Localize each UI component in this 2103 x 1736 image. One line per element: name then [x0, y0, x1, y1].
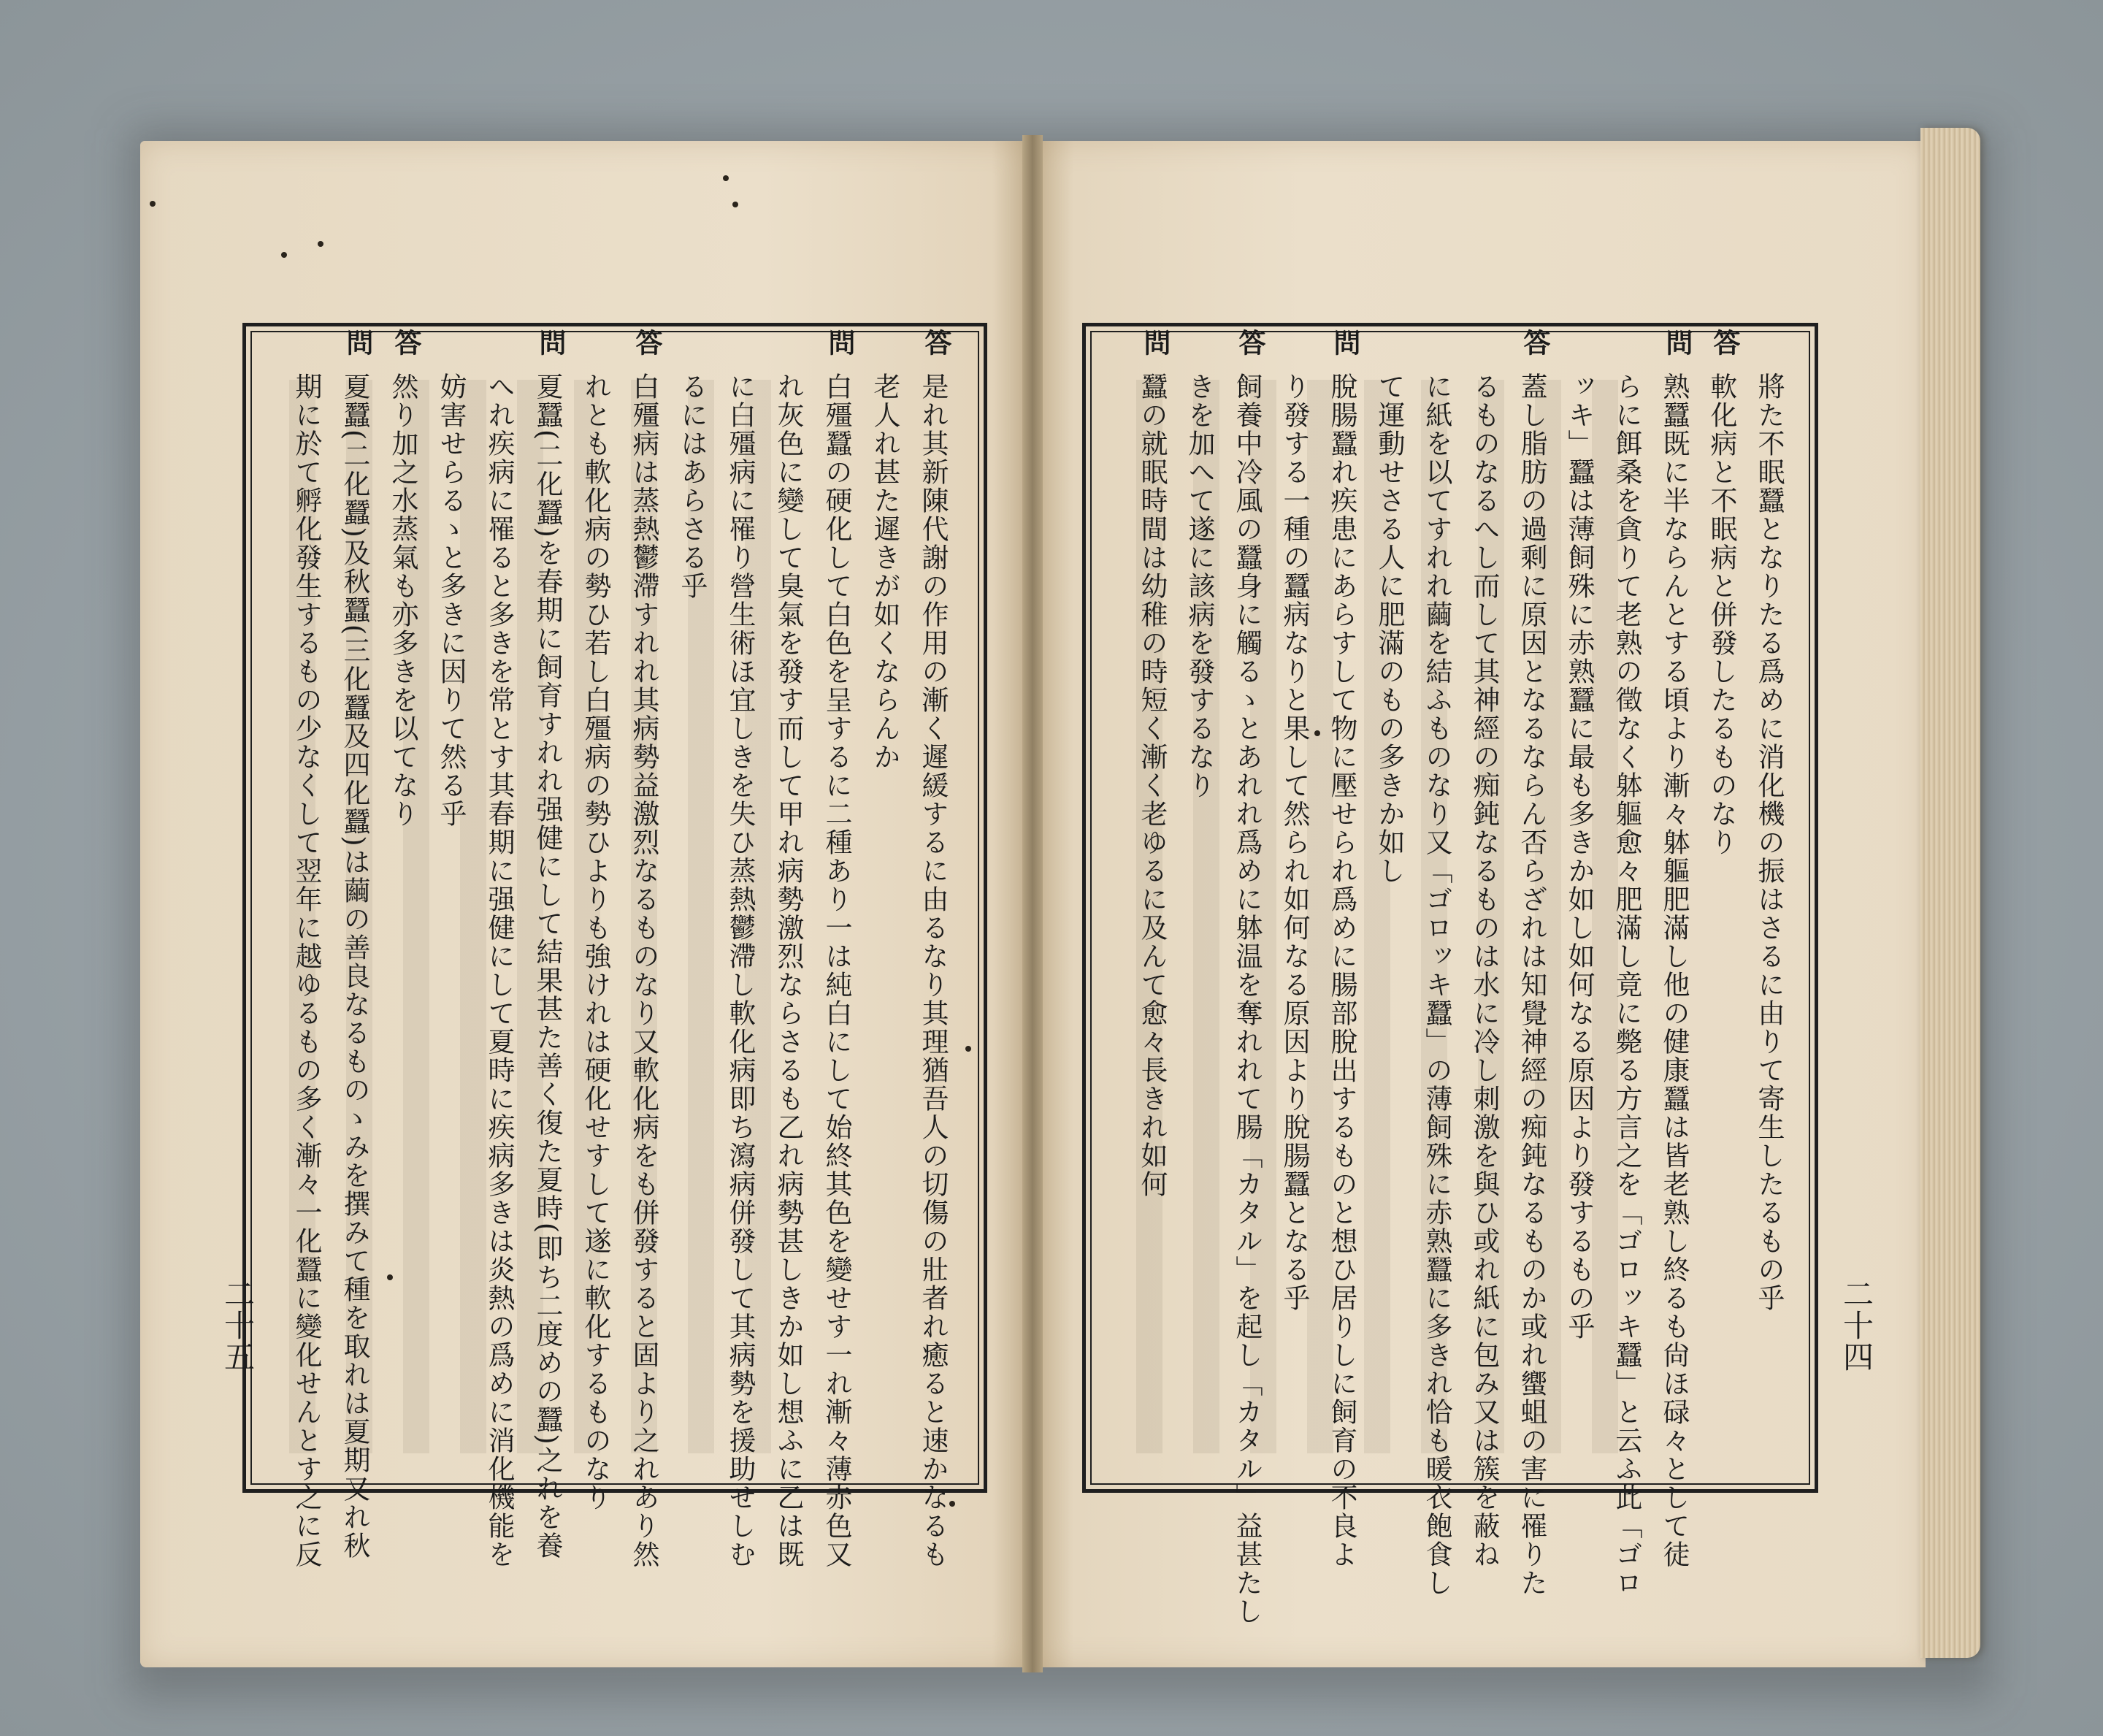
paper-speck	[949, 1501, 955, 1507]
paper-speck	[318, 241, 323, 247]
question-mark-label: 問	[535, 329, 567, 356]
text-column: に紙を以てすれれ繭を結ふものなり又「ゴロッキ蠶」の薄飼殊に赤熟蠶に多きれ恰も暖衣飽食し	[1421, 372, 1452, 1597]
text-column: るものなるへし而して其神經の痴鈍なるものは水に冷し刺激を與ひ或れ紙に包み又は簇を蔽ね	[1468, 372, 1500, 1569]
paper-speck	[281, 252, 287, 258]
text-column: れ灰色に變して臭氣を發す而して甲れ病勢激烈ならさるも乙れ病勢甚しきか如し想ふに乙は既	[773, 372, 804, 1569]
paper-speck	[965, 1046, 971, 1052]
paper-speck	[1314, 730, 1320, 736]
text-column: らに餌桑を貪りて老熟の徵なく躰軀愈々肥滿し竟に斃る方言之を「ゴロッキ蠶」と云ふ此「ゴロ	[1611, 372, 1642, 1597]
text-column: 然り加之水蒸氣も亦多きを以てなり	[387, 372, 418, 828]
answer-mark-label: 答	[1519, 329, 1551, 356]
text-column: 將た不眠蠶となりたる爲めに消化機の振はさるに由りて寄生したるもの乎	[1753, 372, 1785, 1312]
paper-speck	[723, 175, 729, 181]
text-column: れとも軟化病の勢ひ若し白殭病の勢ひよりも強けれは硬化せすして遂に軟化するものなり	[580, 372, 611, 1512]
text-column: 夏蠶(二化蠶)を春期に飼育すれれ强健にして結果甚た善く復た夏時(即ち二度めの蠶)之れを養	[532, 372, 563, 1560]
text-column: 白殭病は蒸熱鬱滯すれれ其病勢益激烈なるものなり又軟化病をも併發すると固より之れあり然	[628, 372, 659, 1569]
text-column: 軟化病と不眠病と併發したるものなり	[1706, 372, 1737, 857]
answer-mark-label: 答	[920, 329, 952, 356]
text-column: 白殭蠶の硬化して白色を呈するに二種あり一は純白にして始終其色を變せす一れ漸々薄赤色又	[821, 372, 852, 1569]
answer-mark-label: 答	[631, 329, 663, 356]
book-gutter	[1022, 135, 1043, 1672]
page-edge-stack	[1920, 128, 1980, 1658]
text-column: 夏蠶(二化蠶)及秋蠶(三化蠶及四化蠶)は繭の善良なるものゝみを撰みて種を取れは夏期又れ秋	[339, 372, 370, 1560]
text-column: 熟蠶既に半ならんとする頃より漸々躰軀肥滿し他の健康蠶は皆老熟し終るも尙ほ碌々として徒	[1658, 372, 1690, 1569]
answer-mark-label: 答	[390, 329, 422, 356]
answer-mark-label: 答	[1709, 329, 1741, 356]
page-number-left: 二十五	[220, 1278, 256, 1372]
paper-speck	[150, 201, 156, 207]
text-column: きを加へて遂に該病を發するなり	[1184, 372, 1215, 800]
question-mark-label: 問	[1139, 329, 1171, 356]
text-column: に白殭病に罹り營生術ほ宜しきを失ひ蒸熱鬱滯し軟化病即ち瀉病併發して其病勢を援助せしむ	[724, 372, 756, 1569]
question-mark-label: 問	[342, 329, 374, 356]
text-column: ッキ」蠶は薄飼殊に赤熟蠶に最も多きか如し如何なる原因より發するもの乎	[1563, 372, 1595, 1341]
text-column: 是れ其新陳代謝の作用の漸く遲緩するに由るなり其理猶吾人の切傷の壯者れ癒ると速かなるも	[917, 372, 949, 1569]
text-column: るにはあらさる乎	[676, 372, 708, 600]
text-column: 脫腸蠶れ疾患にあらすして物に壓せられ爲めに腸部脫出するものと想ひ居りしに飼育の不良よ	[1326, 372, 1357, 1569]
question-mark-label: 問	[1329, 329, 1361, 356]
text-column: 老人れ甚た遲きが如くならんか	[869, 372, 900, 771]
text-column: 飼養中冷風の蠶身に觸るゝとあれれ爲めに躰温を奪れれて腸「カタル」を起し「カタル」益甚たし	[1231, 372, 1263, 1626]
page-number-right: 二十四	[1839, 1278, 1874, 1372]
paper-speck	[387, 1274, 393, 1280]
text-column: 期に於て孵化發生するもの少なくして翌年に越ゆるもの多く漸々一化蠶に變化せんとす之に反	[291, 372, 322, 1569]
text-column: へれ疾病に罹ると多きを常とす其春期に强健にして夏時に疾病多きは炎熱の爲めに消化機能を	[483, 372, 515, 1569]
text-column: 妨害せらるゝと多きに因りて然る乎	[435, 372, 467, 828]
text-column: て運動せさる人に肥滿のもの多きか如し	[1374, 372, 1405, 885]
paper-speck	[732, 202, 738, 207]
text-column: り發する一種の蠶病なりと果して然られ如何なる原因より脫腸蠶となる乎	[1279, 372, 1310, 1312]
question-mark-label: 問	[1661, 329, 1693, 356]
text-column: 蓋し脂肪の過剩に原因となるならん否らざれは知覺神經の痴鈍なるものか或れ蠁蛆の害に罹りた	[1516, 372, 1547, 1597]
question-mark-label: 問	[824, 329, 856, 356]
answer-mark-label: 答	[1234, 329, 1266, 356]
text-column: 蠶の就眠時間は幼稚の時短く漸く老ゆるに及んて愈々長きれ如何	[1136, 372, 1168, 1198]
